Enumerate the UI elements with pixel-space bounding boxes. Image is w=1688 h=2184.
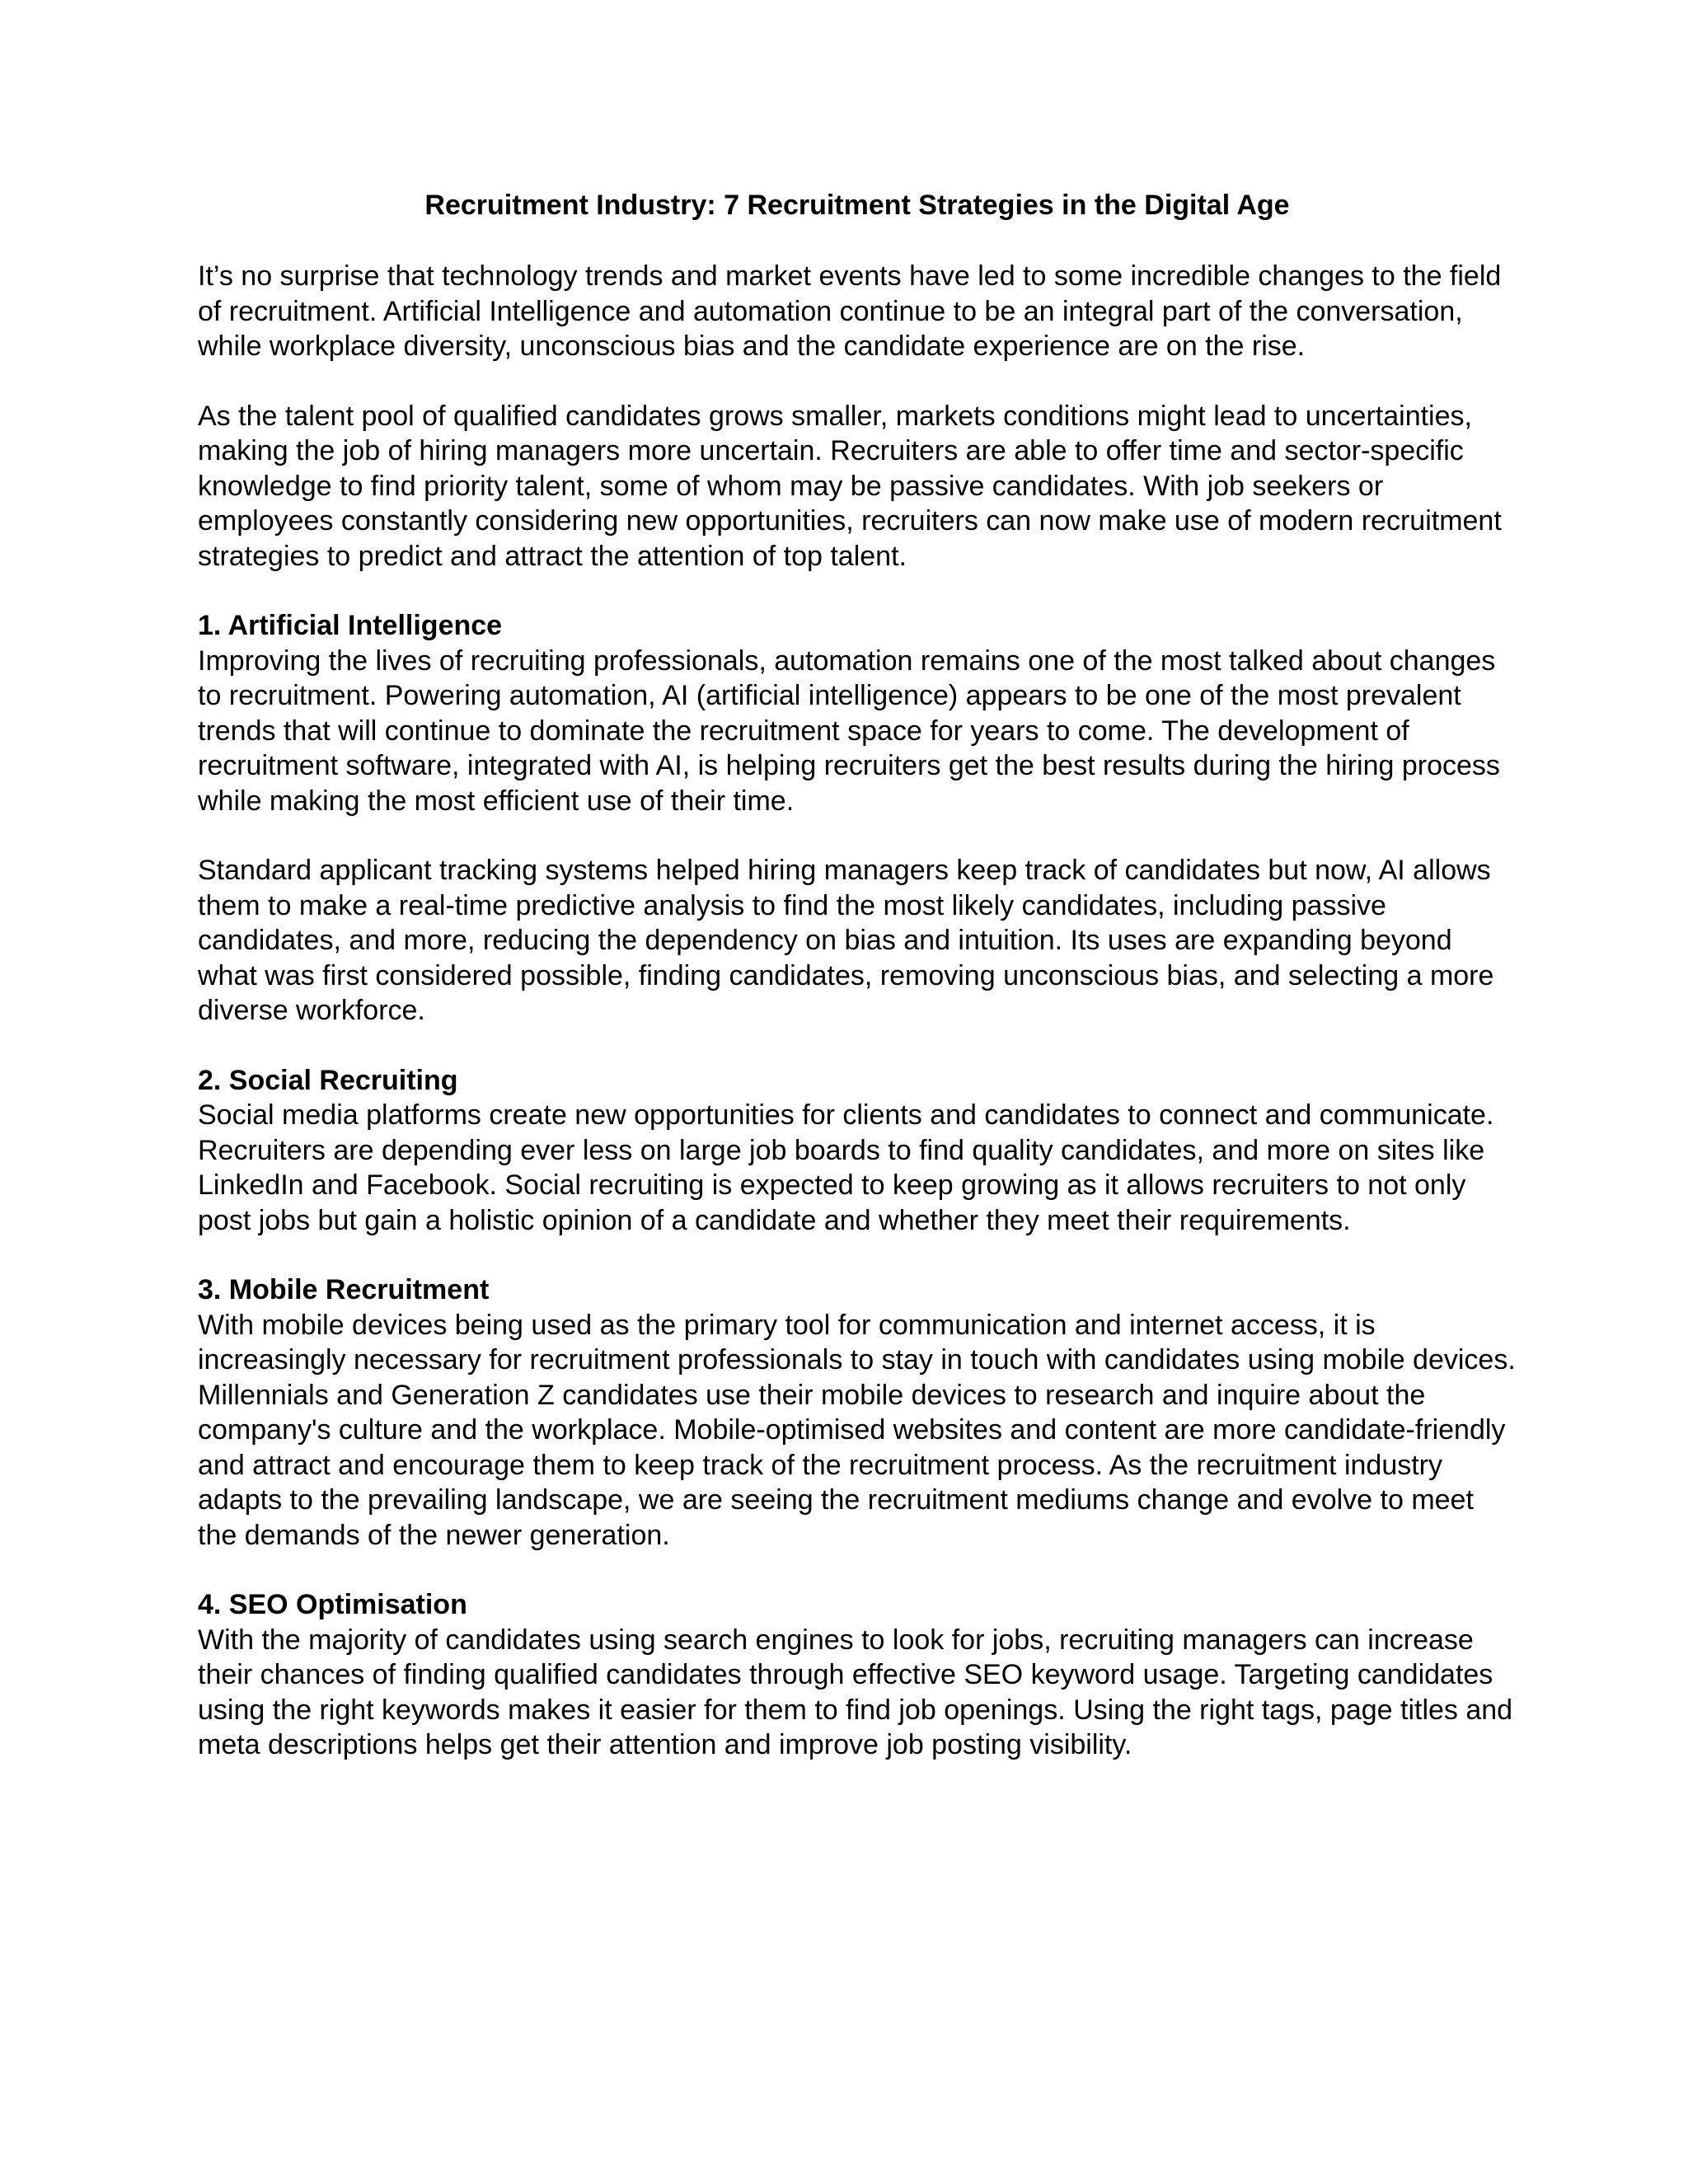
section-heading: 3. Mobile Recruitment bbox=[198, 1274, 490, 1305]
section-seo-optimisation bbox=[198, 1587, 1517, 1763]
section-heading: 2. Social Recruiting bbox=[198, 1064, 458, 1096]
intro-paragraph: It’s no surprise that technology trends and market events have led to some incredible changes to the field of recruitment. Artificial Intelligence and automation continue to be an integral part of the conversation, while workplace diversity, unconscious bias and the candidate experience are on the rise. bbox=[198, 260, 1502, 362]
section-paragraph: With mobile devices being used as the primary tool for communication and internet access, it is increasingly necessary for recruitment professionals to stay in touch with candidates using mobile devices. Millennials and Generation Z candidates use their mobile devices to research and inquire about the company's culture and the workplace. Mobile-optimised websites and content are more candidate-friendly and attract and encourage them to keep track of the recruitment process. As the recruitment industry adapts to the prevailing landscape, we are seeing the recruitment mediums change and evolve to meet the demands of the newer generation. bbox=[198, 1309, 1516, 1551]
intro-paragraph: As the talent pool of qualified candidates grows smaller, markets conditions might lead to uncertainties, making the job of hiring managers more uncertain. Recruiters are able to offer time and sector-specific knowledge to find priority talent, some of whom may be passive candidates. With job seekers or employees constantly considering new opportunities, recruiters can now make use of modern recruitment strategies to predict and attract the attention of top talent. bbox=[198, 400, 1502, 572]
section-heading: 1. Artificial Intelligence bbox=[198, 610, 503, 641]
section-paragraph: Improving the lives of recruiting professionals, automation remains one of the most talked about changes to recruitment. Powering automation, AI (artificial intelligence) appears to be one of the most prevalent trends that will continue to dominate the recruitment space for years to come. The development of recruitment software, integrated with AI, is helping recruiters get the best results during the hiring process while making the most efficient use of their time. bbox=[198, 644, 1500, 817]
document-body bbox=[198, 188, 1517, 1797]
section-mobile-recruitment bbox=[198, 1272, 1517, 1553]
section-social-recruiting bbox=[198, 1063, 1517, 1239]
section-paragraph: With the majority of candidates using search engines to look for jobs, recruiting managers can increase their chances of finding qualified candidates through effective SEO keyword usage. Targeting candidates using the right keywords makes it easier for them to find job openings. Using the right tags, page titles and meta descriptions helps get their attention and improve job posting visibility. bbox=[198, 1624, 1513, 1760]
section-artificial-intelligence bbox=[198, 608, 1517, 1029]
section-paragraph: Standard applicant tracking systems helped hiring managers keep track of candidates but now, AI allows them to make a real-time predictive analysis to find the most likely candidates, including passive candidates, and more, reducing the dependency on bias and intuition. Its uses are expanding beyond what was first considered possible, finding candidates, removing unconscious bias, and selecting a more diverse workforce. bbox=[198, 855, 1494, 1026]
section-paragraph: Social media platforms create new opportunities for clients and candidates to connect and communicate. Recruiters are depending ever less on large job boards to find quality candidates, and more on sites like LinkedIn and Facebook. Social recruiting is expected to keep growing as it allows recruiters to not only post jobs but gain a holistic opinion of a candidate and whether they meet their requirements. bbox=[198, 1099, 1494, 1236]
document-title: Recruitment Industry: 7 Recruitment Strategies in the Digital Age bbox=[424, 190, 1290, 221]
section-heading: 4. SEO Optimisation bbox=[198, 1589, 467, 1620]
